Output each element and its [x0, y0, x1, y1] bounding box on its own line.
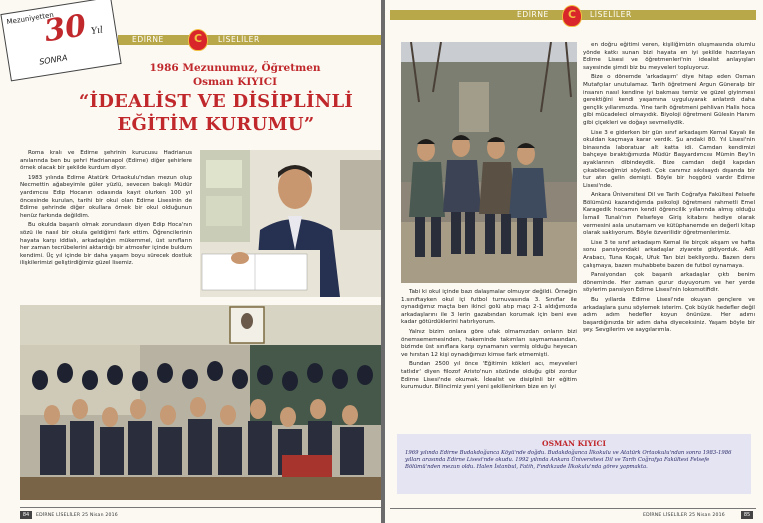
- right-page: [385, 0, 763, 523]
- left-page: [0, 0, 381, 523]
- friends-photo: [401, 42, 577, 283]
- page-number-left: 84: [20, 511, 32, 519]
- article-col-b: [583, 42, 755, 337]
- paragraph: Roma kralı ve Edirne şehrinin kurucusu Hadrianus anılarında ben bu şehri Hadrianapol (Edirne) diğer şehirlere örnek olacak bir şekilde kurdum diyor.: [20, 150, 192, 172]
- stamp-number: 30: [41, 8, 89, 50]
- article-kicker-2: Osman KIYICI: [193, 76, 277, 88]
- paragraph: Lise 3 te sınıf arkadaşım Kemal ile birçok akşam ve hafta sonu pansiyondaki arkadaşlar ziyarete gidiyorduk. Adil Arabacı, Tuna Koçak, Ufuk Tan bizi bekliyordu. Bazen ders çalışmaya, bazen muhabbete bazen de futbol oynamaya.: [583, 239, 755, 269]
- header-section: LİSELİLER: [590, 10, 632, 19]
- author-bio-box: [397, 434, 751, 494]
- footer-text-right: EDİRNE LİSELİLER 25 Nisan 2016: [643, 513, 725, 518]
- article-intro: [20, 150, 192, 270]
- footer-rule: [20, 507, 381, 508]
- paragraph: Lise 3 e giderken bir gün sınıf arkadaşım Kemal Kayalı ile okuldan kaçmaya karar verdik. Şu andaki 80. Yıl Lisesi'nin binasında laboratuar alt katta idi. Camdan kendimizi bahçeye bıraktığımızda Müdür Başyardımcısı Mümin Bey'in ayaklarının dibindeydik. Bize camdan değil kapıdan çıkabileceğimizi söyledi. Çok canımız sıkılsaydı dışarıda bir tur atın gelin demişti. Böyle bir hoşgörü vardır Edirne Lisesi'nde.: [583, 129, 755, 189]
- school-crest-icon: [562, 5, 582, 27]
- school-crest-icon: [188, 29, 208, 51]
- class-photo: [20, 305, 381, 500]
- stamp-unit: Yıl: [90, 25, 104, 38]
- paragraph: Bize o dönemde 'arkadaşım' diye hitap eden Osman Mutafçılar unutulamaz. Tarih öğretmeni Argun Güneralp bir insanın nasıl kendine iyi bakması temiz ve güzel giyinmesi gerektiğini kendi yaşamına uyguluyarak anlatırdı daha gençlik yıllarımızda. Yine tarih öğretmeni pehlivan Halis hoca gibi mücadeleci olmayıdık. Biyoloji öğretmeni Gülesin Hanım gibi çiçekleri ve doğayı sevmeliydik.: [583, 74, 755, 126]
- footer-text-left: EDİRNE LİSELİLER 25 Nisan 2016: [36, 513, 118, 518]
- bio-text: 1969 yılında Edirne Budakdoğanca Köyü'nde doğdu. Budakdoğanca İlkokulu ve Atatürk Ortaokulu'ndan sonra 1983-1986 yılları arasında Edirne Lisesi'nde okudu. 1992 yılında Ankara Üniversitesi Dil ve Tarih Coğrafya Fakültesi Felsefe Bölümü'nden mezun oldu. Halen İstanbul, Fatih, Fındıkzade İlkokulu'nda görev yapmakta.: [405, 450, 732, 471]
- header-section: LİSELİLER: [218, 35, 260, 44]
- paragraph: Pansiyondan çok başarılı arkadaşlar çıktı benim döneminde. Her zaman gurur duyuyorum ve her yerde söylerim pansiyon Edirne Lisesi'nin lokomotifidir.: [583, 272, 755, 294]
- header-publication: EDİRNE: [132, 35, 164, 44]
- bio-name: OSMAN KIYICI: [542, 439, 606, 448]
- paragraph: Bu yıllarda Edirne Lisesi'nde okuyan gençlere ve arkadaşlara şunu söylemek isterim. Çok büyük hedefler değil adım adım hedefler koyun önünüze. Her adımı başardığınızda bir adım daha diyeceksiniz. Yaşam böyle bir şey. Sevgilerim ve saygılarımla.: [583, 297, 755, 334]
- paragraph: en doğru eğitimi veren, kişiliğimizin oluşmasında olumlu yönde katkı sunan bizi hayata en iyi şekilde hazırlayan Edirne Lisesi ve öğretmenleri'nin idealist anlayışları sayesinde şimdi biz bu meyveleri topluyoruz.: [583, 42, 755, 71]
- header-publication: EDİRNE: [517, 10, 549, 19]
- page-number-right: 85: [741, 511, 753, 519]
- paragraph: Ankara Üniversitesi Dil ve Tarih Coğrafya Fakültesi Felsefe Bölümünü kazandığımda psikoloji öğretmeni rahmetli Emel Karagedik hocamın kendi öğrencilik yıllarında almış olduğu İsmail Tunalı'nın Felsefeye Giriş kitabını hediye olarak vermesini asla unutamam ve kütüphanemde en değerli kitap olarak saklıyorum. Böyle özverilidir öğretmenlerimiz.: [583, 192, 755, 237]
- paragraph: Tabi ki okul içinde bazı dalaşmalar olmuyor değildi. Örneğin 1.sınıftayken okul içi futbol turnuvasında 3. Sınıflar ile oynadığımız maçta ben ikinci golü atıp maçı 2-1 aldığımızda arkadaşlarını ile 3 lerin gazabından korumak için beni eve kadar götürdüklerini hatırlıyorum.: [401, 289, 577, 326]
- paragraph: Bundan 2500 yıl önce 'Eğitimin kökleri acı, meyveleri tatlıdır' diyen filozof Aristo'nun sözünde olduğu gibi zordur Edirne Lisesi'nde okumak. İdealist ve disiplinli bir eğitim kurumudur. Bilincimiz yeni yeni şekillenirken bize en iyi: [401, 361, 577, 391]
- article-title-2: EĞİTİM KURUMU”: [117, 114, 315, 135]
- article-kicker-1: 1986 Mezunumuz, Öğretmen: [149, 62, 321, 74]
- stamp-top-text: Mezuniyetten: [6, 10, 55, 27]
- stamp-bottom-text: SONRA: [38, 53, 69, 67]
- paragraph: Bu okulda başarılı olmak zorundasın diyen Edip Hoca'nın sözü ile nasıl bir okula geldiğimi fark ettim. Öğrencilerinin hayata karşı iddialı, arkadaşlığın mükemmel, üst sınıfların her zaman tecrübelerini aktardığı bir atmosfer içinde buldum kendimi. Üç yıl içinde bir daha yaşam boyu sürecek dostluk ilişkilerimizi geliştirdiğimiz güzel lisemiz.: [20, 222, 192, 267]
- paragraph: 1983 yılında Edirne Atatürk Ortaokulu'ndan mezun olup Necmettin ağabeyimle güler yüzlü, sevecen bakışlı Müdür yardımcısı Edip Hocanın odasında kayıt olurken 100 yıl öncesinde kurulan, tarihi bir okul olan Edirne Lisesinin de Edirne şehrinde diğer okullara örnek bir okul olduğunun henüz farkında değildim.: [20, 174, 192, 219]
- paragraph: Yalnız bizim onlara göre ufak olmamızdan onların bizi önemsememesinden, hakeminde takımları saymamasından, bizimde üst sınıflara karşı oynamanın vermiş olduğu heyecan ve hırstan 12 kişi oynadığımızı kimse fark etmemişti.: [401, 328, 577, 358]
- article-title-1: “İDEALİST VE DİSİPLİNLİ: [78, 91, 354, 112]
- article-col-a: [401, 289, 577, 394]
- footer-rule: [390, 508, 756, 509]
- teacher-photo: [200, 150, 381, 297]
